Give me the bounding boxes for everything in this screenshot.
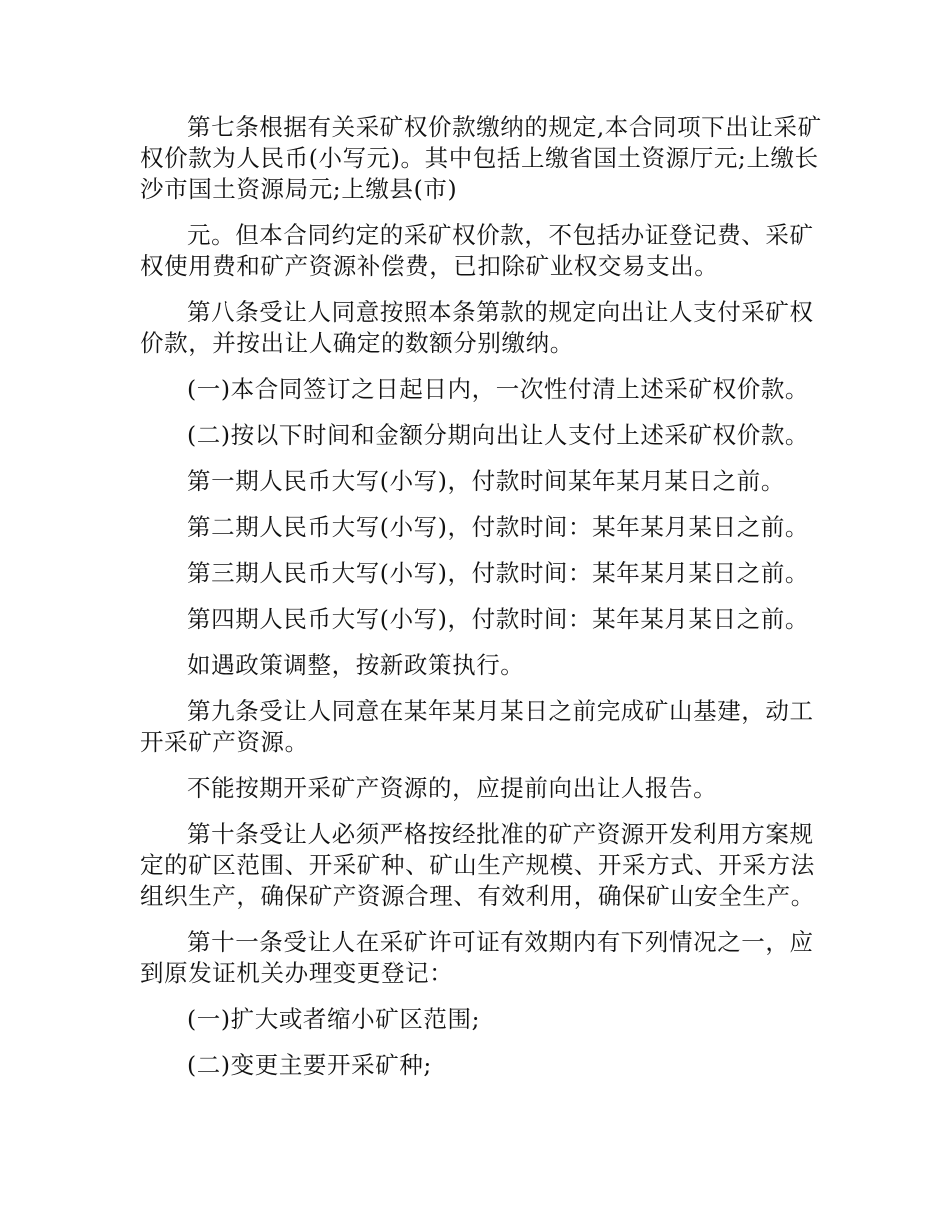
paragraph-installment-4: 第四期人民币大写(小写)，付款时间：某年某月某日之前。	[187, 605, 810, 633]
paragraph-article-8-item-1: (一)本合同签订之日起日内，一次性付清上述采矿权价款。	[187, 375, 810, 403]
contract-body	[140, 112, 830, 1096]
paragraph-installment-1: 第一期人民币大写(小写)，付款时间某年某月某日之前。	[187, 467, 785, 495]
paragraph-article-8: 第八条受让人同意按照本条第款的规定向出让人支付采矿权价款，并按出让人确定的数额分别缴纳。	[140, 298, 814, 357]
paragraph-installment-2: 第二期人民币大写(小写)，付款时间：某年某月某日之前。	[187, 513, 810, 541]
paragraph-article-7: 第七条根据有关采矿权价款缴纳的规定,本合同项下出让采矿权价款为人民币(小写元)。其中包括上缴省国土资源厅元;上缴长沙市国土资源局元;上缴县(市)	[140, 113, 822, 203]
paragraph-installment-3: 第三期人民币大写(小写)，付款时间：某年某月某日之前。	[187, 559, 810, 587]
paragraph-policy-adjustment: 如遇政策调整，按新政策执行。	[187, 651, 525, 679]
paragraph-article-9: 第九条受让人同意在某年某月某日之前完成矿山基建，动工开采矿产资源。	[140, 697, 814, 756]
paragraph-article-9-report: 不能按期开采矿产资源的，应提前向出让人报告。	[187, 774, 718, 802]
paragraph-article-11-item-2: (二)变更主要开采矿种;	[187, 1051, 432, 1079]
paragraph-article-11: 第十一条受让人在采矿许可证有效期内有下列情况之一，应到原发证机关办理变更登记：	[140, 928, 814, 987]
paragraph-article-7-continued: 元。但本合同约定的采矿权价款，不包括办证登记费、采矿权使用费和矿产资源补偿费，已扣除矿业权交易支出。	[140, 221, 814, 280]
paragraph-article-8-item-2: (二)按以下时间和金额分期向出让人支付上述采矿权价款。	[187, 421, 810, 449]
paragraph-article-10: 第十条受让人必须严格按经批准的矿产资源开发利用方案规定的矿区范围、开采矿种、矿山生产规模、开采方式、开采方法组织生产，确保矿产资源合理、有效利用，确保矿山安全生产。	[140, 820, 815, 910]
paragraph-article-11-item-1: (一)扩大或者缩小矿区范围;	[187, 1005, 481, 1033]
